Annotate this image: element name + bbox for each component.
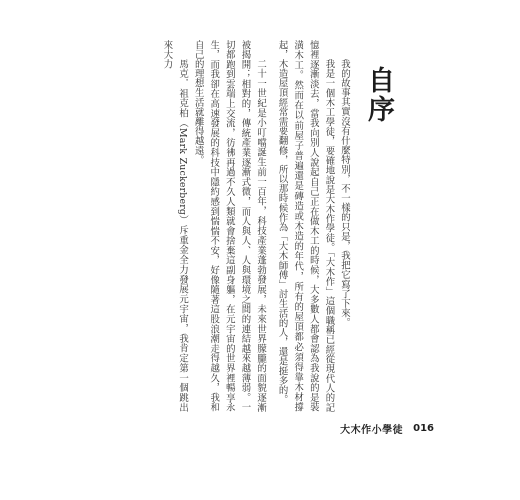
chapter-title: 自序 bbox=[363, 66, 394, 124]
page-footer bbox=[340, 421, 434, 436]
paragraph-4: 馬克．祖克柏（Mark Zuckerberg）斥重金全力發展元宇宙，我肯定第一個跳出來大力 bbox=[161, 40, 189, 412]
body-text bbox=[144, 40, 352, 412]
page-number: 016 bbox=[413, 423, 434, 434]
running-book-title: 大木作小學徒 bbox=[340, 425, 404, 436]
paragraph-2: 我是一個木工學徒，要確地說是大木作學徒。「大木作」這個職稱已經從現代人的記憶裡逐漸淡去，當我向別人說起自己正在做木工的時候，大多數人都會認為我說的是裝潢木工。然而在以前屋子普遍還是磚造或木造的年代，所有的屋頂都必須得靠木材撐起，木造屋頂經常需要翻修，所以那時候作為「大木師傅」討生活的人，還是挺多的。 bbox=[276, 40, 335, 412]
paragraph-3: 二十一世紀是小叮噹誕生前一百年，科技產業蓬勃發展，未來世界朦朧的面貌逐漸被揭開；相對的，傳統產業逐漸式微，而人與人、人與環境之間的連結越來越薄弱。一切都跑到雲端上交流，彷彿再過不久人類就會捨棄這副身軀，在元宇宙的世界裡暢享永生，而我卻在高速發展的科技中隱約感到惴惴不安，好像隨著這股浪潮走得越久，我和自己的理想生活就離得越遠。 bbox=[192, 40, 267, 412]
paragraph-1: 我的故事其實沒有什麼特別，不一樣的只是，我把它寫了下來。 bbox=[339, 58, 350, 328]
